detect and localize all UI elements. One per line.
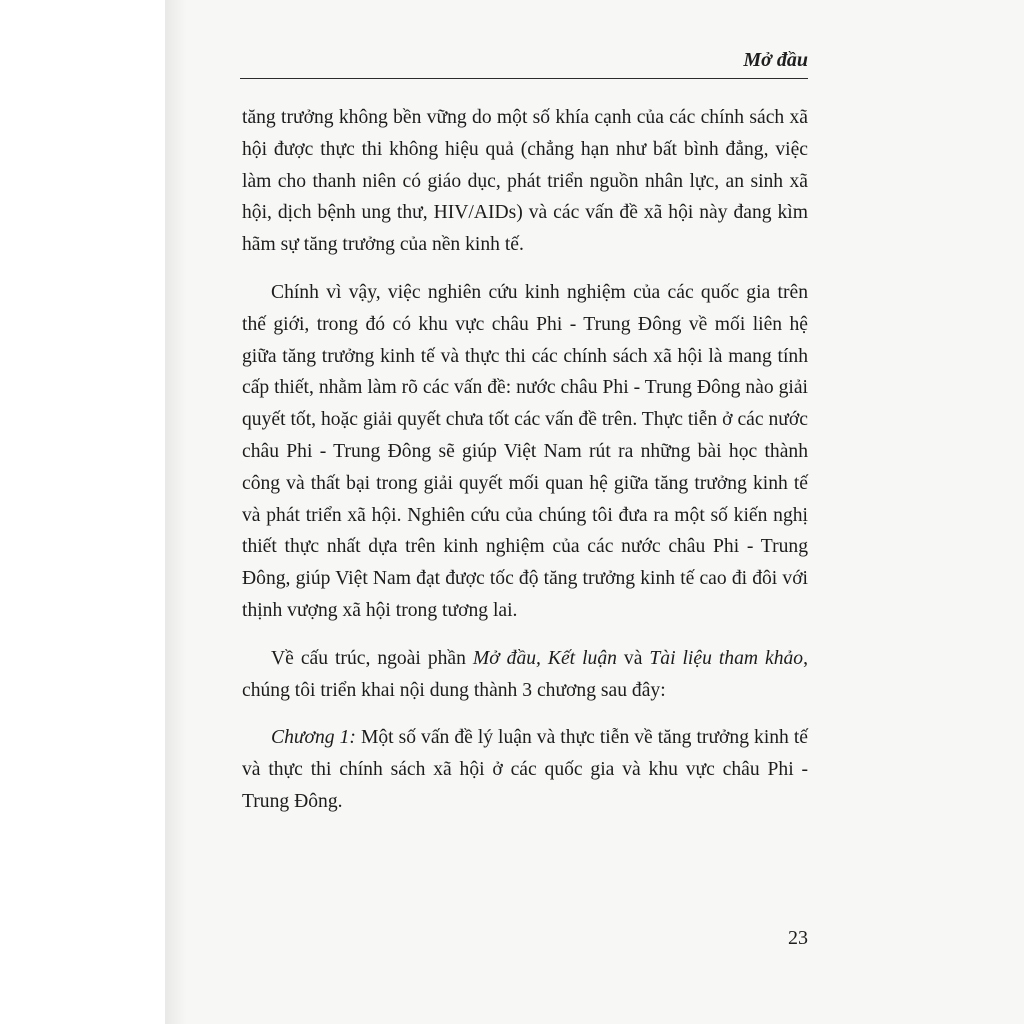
paragraph-3-text-c: , chúng tôi triển khai nội dung thành 3 chương sau đây: (242, 647, 808, 701)
page-number: 23 (788, 927, 808, 949)
paragraph-2: Chính vì vậy, việc nghiên cứu kinh nghiệm của các quốc gia trên thế giới, trong đó có khu vực châu Phi - Trung Đông về mối liên hệ giữa tăng trưởng kinh tế và thực thi các chính sách xã hội là mang tính cấp thiết, nhằm làm rõ các vấn đề: nước châu Phi - Trung Đông nào giải quyết tốt, hoặc giải quyết chưa tốt các vấn đề trên. Thực tiễn ở các nước châu Phi - Trung Đông sẽ giúp Việt Nam rút ra những bài học thành công và thất bại trong giải quyết mối quan hệ giữa tăng trưởng kinh tế và phát triển xã hội. Nghiên cứu của chúng tôi đưa ra một số kiến nghị thiết thực nhất dựa trên kinh nghiệm của các nước châu Phi - Trung Đông, giúp Việt Nam đạt được tốc độ tăng trưởng kinh tế cao đi đôi với thịnh vượng xã hội trong tương lai. (242, 281, 808, 621)
paragraph-3-text-b: và (616, 647, 650, 669)
chapter-1-text: Một số vấn đề lý luận và thực tiễn về tăng trưởng kinh tế và thực thi chính sách xã hội ở các quốc gia và khu vực châu Phi - Trung Đông. (242, 727, 808, 812)
body-text (242, 102, 808, 818)
chapter-1-label: Chương 1: (271, 727, 356, 749)
page-gutter-shadow (165, 0, 187, 1024)
running-header (240, 44, 808, 79)
paragraph-3-italic-b: Tài liệu tham khảo (649, 647, 804, 669)
paragraph-4 (242, 722, 808, 817)
paragraph-3-italic-a: Mở đầu, Kết luận (472, 647, 617, 669)
paragraph-3 (242, 643, 808, 707)
paragraph-1: tăng trưởng không bền vững do một số khía cạnh của các chính sách xã hội được thực thi không hiệu quả (chẳng hạn như bất bình đẳng, việc làm cho thanh niên có giáo dục, phát triển nguồn nhân lực, an sinh xã hội, dịch bệnh ung thư, HIV/AIDs) và các vấn đề xã hội này đang kìm hãm sự tăng trưởng của nền kinh tế. (242, 107, 808, 256)
header-title: Mở đầu (743, 49, 808, 71)
paragraph-3-text-a: Về cấu trúc, ngoài phần (271, 647, 473, 669)
